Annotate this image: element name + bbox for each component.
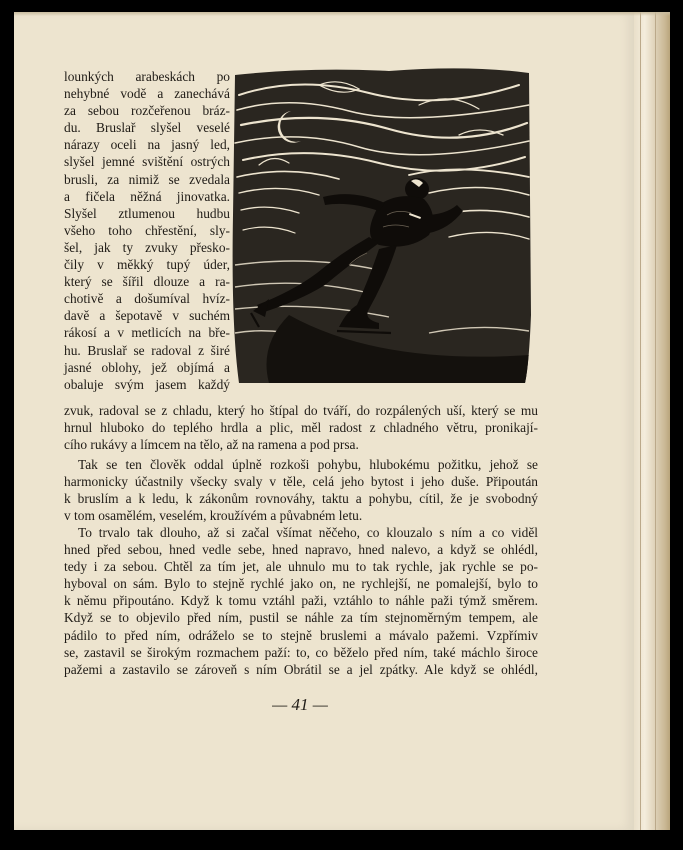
text-line: rákosí a v metlicích na bře-	[64, 325, 230, 341]
text-line: čily v měkký tupý úder,	[64, 257, 230, 273]
text-line: nárazy oceli na jasný led,	[64, 137, 230, 153]
text-line: Když se to objevilo před ním, pustil se náhle za tím stejnoměrným tempem, ale	[64, 610, 538, 626]
page-edge-line	[640, 12, 641, 830]
text-line: nehybné vodě a zanechává	[64, 86, 230, 102]
paragraph	[64, 456, 538, 524]
text-line: hrnul hluboko do teplého hrdla a plic, měl radost z chladného větru, pronikají-	[64, 420, 538, 436]
text-line: slyšel jemné svištění ostrých	[64, 154, 230, 170]
text-line: lounkých arabeskách po	[64, 69, 230, 84]
text-line: pádilo to před ním, odráželo se to stejně bruslemi a mávalo pažemi. Vzpřímiv	[64, 627, 538, 643]
text-line: hyboval on sám. Bylo to stejně rychlé jako on, ne rychlejší, ne pomalejší, bylo to	[64, 576, 538, 592]
text-line: šel, jak ty zvuky přesko-	[64, 239, 230, 255]
text-line: davě a šepotavě v suchém	[64, 308, 230, 324]
text-line: du. Bruslař slyšel veselé	[64, 120, 230, 136]
text-line: harmonicky účastnily všecky svaly v těle, celá jeho bytost i jeho duše. Připoután	[64, 474, 538, 490]
text-line: v tom osamělém, veselém, kroužívém a půvabném letu.	[64, 508, 363, 524]
text-line: brusli, za nimiž se zvedala	[64, 171, 230, 187]
page-edge-line	[655, 12, 656, 830]
text-line: se, zastavil se širokým rozmachem paží: to, co běželo před ním, také máchlo široce	[64, 644, 538, 660]
text-line: Slyšel ztlumenou hudbu	[64, 205, 230, 221]
top-edge-shadow	[14, 12, 670, 16]
text-line: To trvalo tak dlouho, až si začal všímat něčeho, co klouzalo s ním a co viděl	[78, 525, 538, 540]
text-line: za sebou rozčeřenou bráz-	[64, 103, 230, 119]
text-line: hu. Bruslař se radoval z širé	[64, 342, 230, 358]
text-line: jasné oblohy, jež objímá a	[64, 359, 230, 375]
text-line: k bruslím a k ledu, k zákonům rovnováhy, taktu a pohybu, cítil, že je svobodný	[64, 491, 538, 507]
text-line: který se šířil dlouze a ra-	[64, 274, 230, 290]
text-line: obaluje svým jasem každý	[64, 376, 230, 392]
text-line: Tak se ten člověk oddal úplně rozkoši pohybu, hlubokému požitku, jehož se	[78, 457, 538, 472]
side-column-text	[64, 68, 230, 393]
page-number: — 41 —	[272, 695, 328, 714]
skater-woodcut-illustration	[229, 65, 534, 385]
text-line: cího rukávy a límcem na tělo, až na ramena a pod prsa.	[64, 437, 359, 453]
text-line: zvuk, radoval se z chladu, který ho štípal do tváří, do rozpálených uší, který se mu	[64, 403, 538, 418]
text-line: pažemi a zastavilo se zároveň s ním Obrátil se a jel zpátky. Ale když se ohlédl,	[64, 661, 538, 677]
paragraph-continuation	[64, 402, 538, 453]
text-line: a fičela něžná jinovatka.	[64, 188, 230, 204]
text-line: všeho toho chřestění, sly-	[64, 222, 230, 238]
text-line: k němu připoutáno. Když k tomu vztáhl paži, vztáhlo to náhle paži týmž směrem.	[64, 593, 538, 609]
paragraph	[64, 524, 538, 678]
text-line: chotivě a došumíval hvíz-	[64, 291, 230, 307]
text-line: hned před sebou, hned vedle sebe, hned napravo, hned nalevo, a když se ohlédl,	[64, 542, 538, 558]
text-line: tedy i za sebou. Chtěl za tím jet, ale uhnulo mu to tak rychle, jak rychle se po-	[64, 559, 538, 575]
